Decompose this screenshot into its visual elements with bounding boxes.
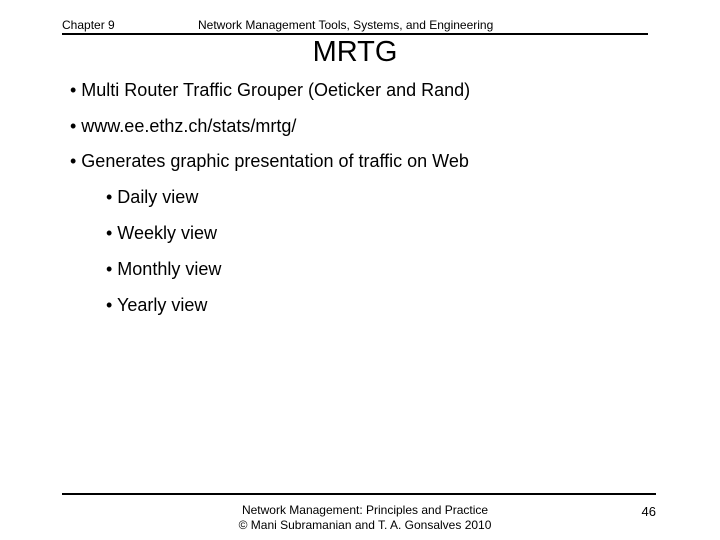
footer-book-title: Network Management: Principles and Practice [241, 503, 489, 517]
header-title: Network Management Tools, Systems, and Engineering [198, 18, 494, 32]
sub-bullet-item: • Weekly view [106, 223, 217, 243]
sub-bullet-item: • Daily view [106, 187, 199, 207]
bullet-item: • www.ee.ethz.ch/stats/mrtg/ [70, 116, 297, 136]
bullet-item: • Multi Router Traffic Grouper (Oeticker and Rand) [70, 80, 471, 100]
bullet-item: • Generates graphic presentation of traffic on Web [70, 151, 469, 171]
slide-title: MRTG [312, 36, 398, 68]
header-chapter: Chapter 9 [62, 18, 115, 32]
sub-bullet-item: • Yearly view [106, 295, 208, 315]
footer-divider [62, 493, 656, 495]
footer-copyright: © Mani Subramanian and T. A. Gonsalves 2010 [238, 518, 492, 532]
sub-bullet-item: • Monthly view [106, 259, 222, 279]
page-number: 46 [641, 504, 656, 519]
